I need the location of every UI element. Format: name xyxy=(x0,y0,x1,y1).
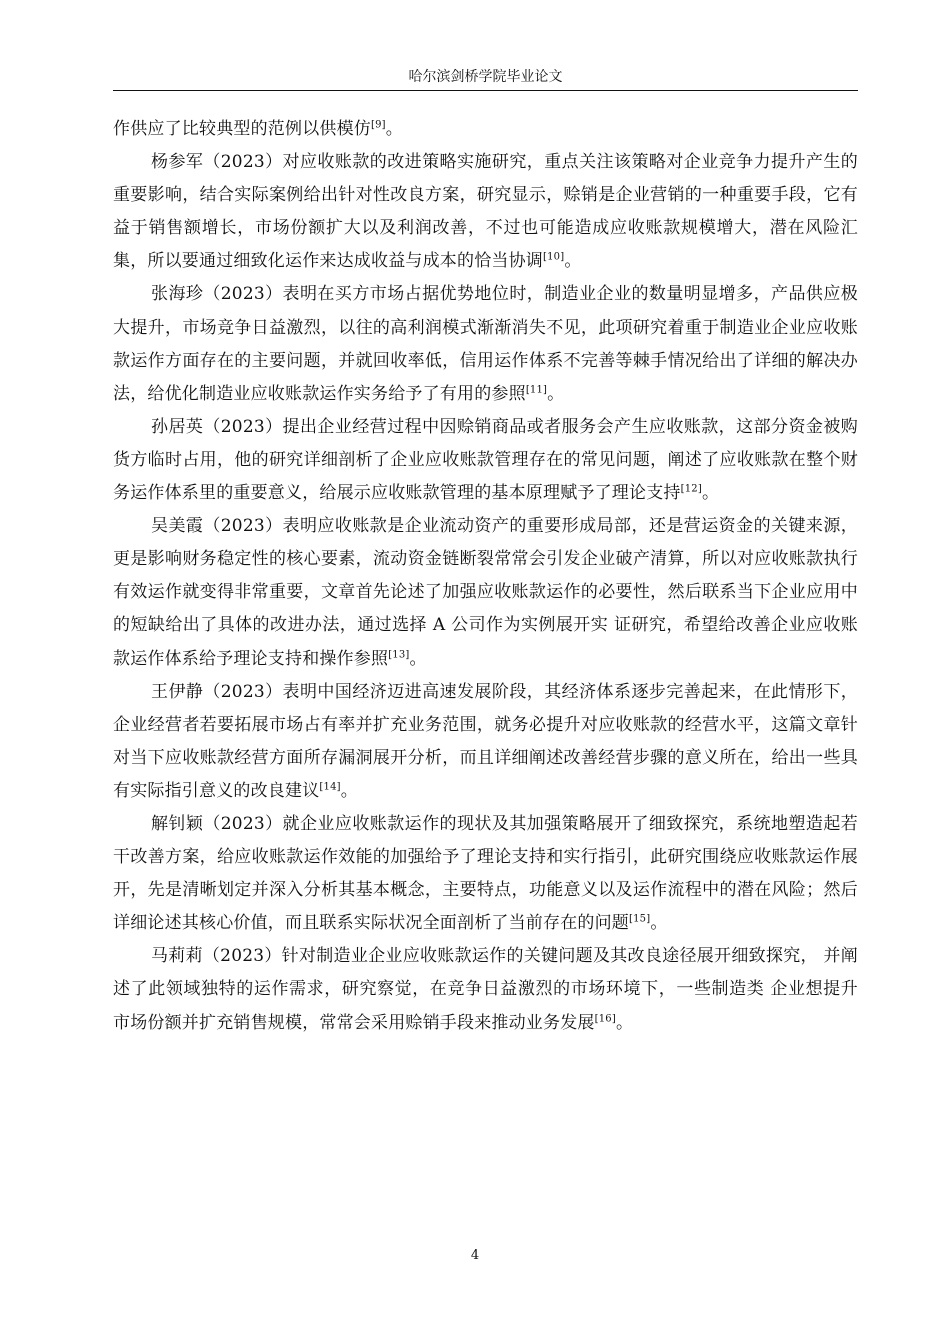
citation: [16] xyxy=(594,1012,616,1024)
paragraph-end: 。 xyxy=(701,483,720,504)
paragraph-continuation xyxy=(113,113,858,146)
paragraph-xie xyxy=(113,808,858,940)
paragraph-yang xyxy=(113,146,858,278)
paragraph-wu xyxy=(113,510,858,675)
citation: [14] xyxy=(319,781,341,793)
paragraph-end: 。 xyxy=(615,1012,634,1033)
body-text xyxy=(113,113,858,1040)
paragraph-end: 。 xyxy=(547,383,565,404)
paragraph-text: 马莉莉（2023）针对制造业企业应收账款运作的关键问题及其改良途径展开细致探究， 并阐述了此领域独特的运作需求，研究察觉，在竞争日益激烈的市场环境下，一些制造类 企业想提升市场份额并扩充销售规模，常常会采用赊销手段来推动业务发展 xyxy=(113,946,858,1033)
paragraph-text: 孙居英（2023）提出企业经营过程中因赊销商品或者服务会产生应收账款，这部分资金被购货方临时占用，他的研究详细剖析了企业应收账款管理存在的常见问题，阐述了应收账款在整个财务运作体系里的重要意义，给展示应收账款管理的基本原理赋予了理论支持 xyxy=(113,416,858,504)
citation: [9] xyxy=(371,119,386,131)
paragraph-text: 王伊静（2023）表明中国经济迈进高速发展阶段，其经济体系逐步完善起来，在此情形下，企业经营者若要拓展市场占有率并扩充业务范围，就务必提升对应收账款的经营水平，这篇文章针对当下应收账款经营方面所存漏洞展开分析，而且详细阐述改善经营步骤的意义所在，给出一些具有实际指引意义的改良建议 xyxy=(113,681,858,801)
paragraph-wang xyxy=(113,676,858,808)
page-header: 哈尔滨剑桥学院毕业论文 xyxy=(113,66,858,91)
paragraph-end: 。 xyxy=(650,913,668,934)
paragraph-text: 吴美霞（2023）表明应收账款是企业流动资产的重要形成局部，还是营运资金的关键来源，更是影响财务稳定性的核心要素，流动资金链断裂常常会引发企业破产清算，所以对应收账款执行有效运作就变得非常重要，文章首先论述了加强应收账款运作的必要性，然后联系当下企业应用中的短缺给出了具体的改进办法，通过选择 A 公司作为实例展开实 证研究，希望给改善企业应收账款运作体系给予理论支持和操作参照 xyxy=(113,516,858,669)
page-number: 4 xyxy=(470,1248,480,1263)
paragraph-sun xyxy=(113,411,858,510)
citation: [15] xyxy=(629,913,651,925)
paragraph-end: 。 xyxy=(409,648,427,669)
paragraph-zhang xyxy=(113,278,858,410)
citation: [13] xyxy=(388,648,410,660)
paragraph-text: 作供应了比较典型的范例以供模仿 xyxy=(113,119,371,139)
paragraph-text: 解钊颖（2023）就企业应收账款运作的现状及其加强策略展开了细致探究，系统地塑造起若干改善方案，给应收账款运作效能的加强给予了理论支持和实行指引，此研究围绕应收账款运作展开，先是清晰划定并深入分析其基本概念，主要特点，功能意义以及运作流程中的潜在风险；然后详细论述其核心价值，而且联系实际状况全面剖析了当前存在的问题 xyxy=(113,813,858,934)
citation: [10] xyxy=(543,251,565,263)
citation: [12] xyxy=(680,483,702,495)
paragraph-end: 。 xyxy=(340,780,358,801)
paragraph-end: 。 xyxy=(564,251,582,272)
paragraph-end: 。 xyxy=(385,119,403,139)
paragraph-text: 杨参军（2023）对应收账款的改进策略实施研究，重点关注该策略对企业竞争力提升产生的重要影响，结合实际案例给出针对性改良方案，研究显示，赊销是企业营销的一种重要手段，它有益于销售额增长，市场份额扩大以及利润改善，不过也可能造成应收账款规模增大，潜在风险汇集，所以要通过细致化运作来达成收益与成本的恰当协调 xyxy=(113,152,858,272)
paragraph-text: 张海珍（2023）表明在买方市场占据优势地位时，制造业企业的数量明显增多，产品供应极大提升，市场竞争日益激烈，以往的高利润模式渐渐消失不见，此项研究着重于制造业企业应收账款运作方面存在的主要问题，并就回收率低，信用运作体系不完善等棘手情况给出了详细的解决办法，给优化制造业应收账款运作实务给予了有用的参照 xyxy=(113,284,858,404)
citation: [11] xyxy=(525,384,548,396)
paragraph-ma xyxy=(113,940,858,1039)
